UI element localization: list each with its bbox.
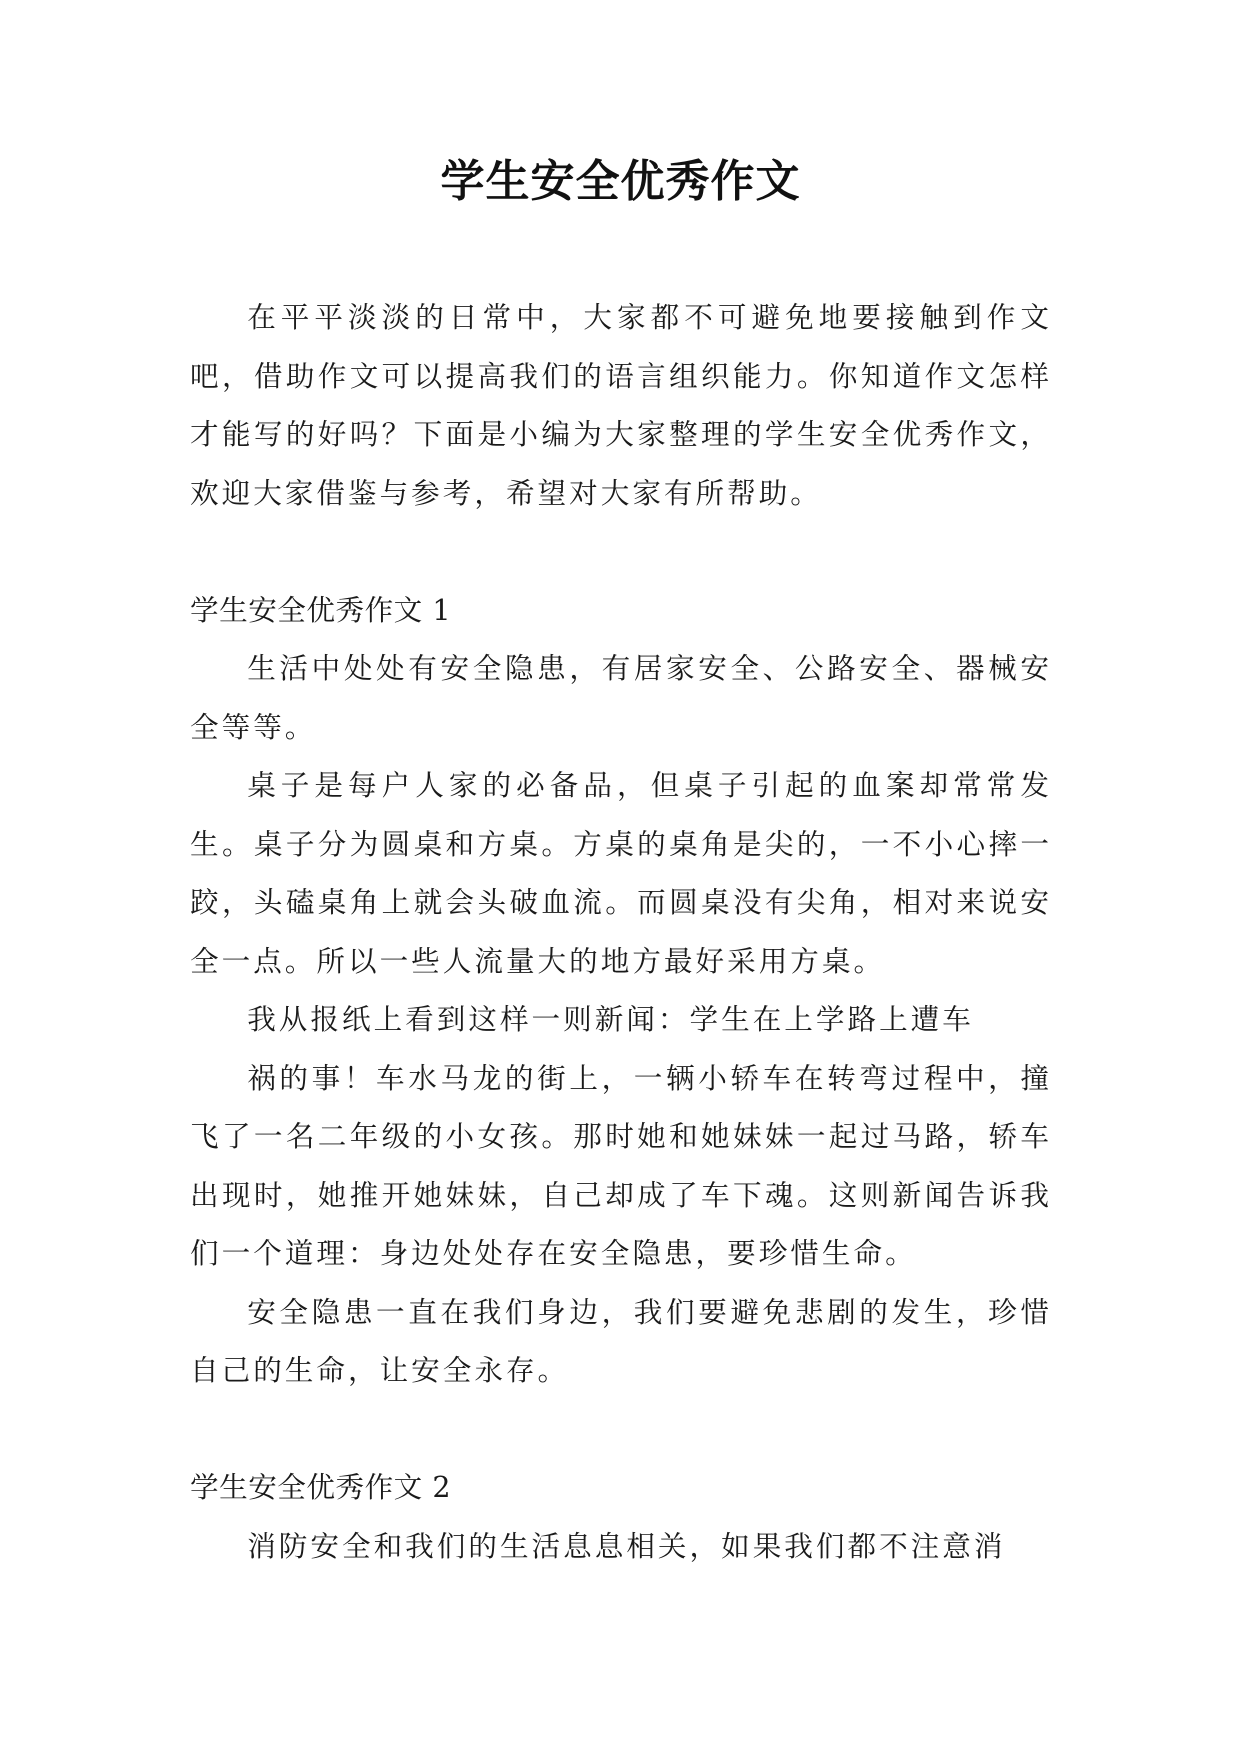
intro-paragraph: 在平平淡淡的日常中，大家都不可避免地要接触到作文吧，借助作文可以提高我们的语言组织能力。你知道作文怎样才能写的好吗？下面是小编为大家整理的学生安全优秀作文，欢迎大家借鉴与参考，希望对大家有所帮助。: [190, 300, 1052, 510]
body-paragraph: 安全隐患一直在我们身边，我们要避免悲剧的发生，珍惜自己的生命，让安全永存。: [190, 1294, 1052, 1387]
body-paragraph: 生活中处处有安全隐患，有居家安全、公路安全、器械安全等等。: [190, 651, 1052, 744]
section-heading: 学生安全优秀作文 1: [190, 592, 452, 627]
body-paragraph: 消防安全和我们的生活息息相关，如果我们都不注意消: [247, 1528, 1006, 1563]
body-paragraph: 祸的事！车水马龙的街上，一辆小轿车在转弯过程中，撞飞了一名二年级的小女孩。那时她和她妹妹一起过马路，轿车出现时，她推开她妹妹，自己却成了车下魂。这则新闻告诉我们一个道理：身边处处存在安全隐患，要珍惜生命。: [190, 1060, 1052, 1270]
paragraph-spacer: [190, 1400, 1052, 1459]
body-paragraph: 桌子是每户人家的必备品，但桌子引起的血案却常常发生。桌子分为圆桌和方桌。方桌的桌角是尖的，一不小心摔一跤，头磕桌角上就会头破血流。而圆桌没有尖角，相对来说安全一点。所以一些人流量大的地方最好采用方桌。: [190, 768, 1052, 978]
section-heading: 学生安全优秀作文 2: [190, 1470, 452, 1504]
document-body: [190, 288, 1052, 1575]
body-paragraph: 我从报纸上看到这样一则新闻：学生在上学路上遭车: [247, 1002, 974, 1036]
document-title: 学生安全优秀作文: [440, 156, 801, 207]
paragraph-spacer: [190, 522, 1052, 581]
